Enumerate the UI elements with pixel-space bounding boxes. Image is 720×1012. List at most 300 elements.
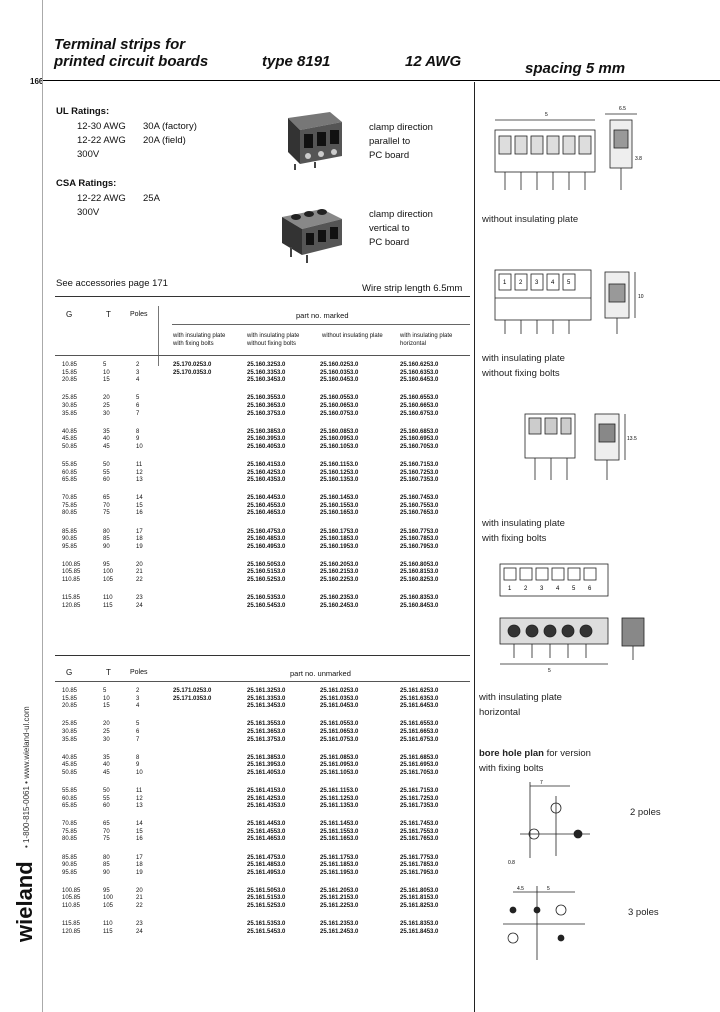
- cell-table_unmarked-r8-c2: 10: [136, 769, 143, 776]
- col-g-header: G: [66, 310, 73, 319]
- pin-h-3: 3: [540, 586, 544, 592]
- cell-table_unmarked-r7-c2: 9: [136, 762, 140, 769]
- cell-table_unmarked-r0-c5: 25.161.0253.0: [320, 688, 359, 694]
- cell-table_marked-r12-c0: 70.85: [62, 495, 78, 502]
- cell-table_unmarked-r9-c2: 11: [136, 787, 143, 794]
- cell-table_marked-r2-c0: 20.85: [62, 377, 78, 384]
- cell-table_marked-r8-c1: 45: [103, 443, 110, 450]
- col4-header-a: with insulating plate: [400, 333, 453, 339]
- cell-table_marked-r6-c4: 25.160.3853.0: [247, 428, 286, 435]
- cell-table_unmarked-r4-c6: 25.161.6653.0: [400, 728, 439, 735]
- bore-hole-title-bold: bore hole plan: [479, 748, 544, 759]
- cell-table_unmarked-r13-c1: 70: [103, 828, 110, 835]
- cell-table_unmarked-r15-c5: 25.161.1753.0: [320, 854, 359, 861]
- cell-table_marked-r0-c5: 25.160.0253.0: [320, 362, 359, 368]
- cell-table_unmarked-r19-c1: 100: [103, 895, 114, 902]
- cell-table_unmarked-r14-c1: 75: [103, 836, 110, 843]
- cell-table_unmarked-r10-c6: 25.161.7253.0: [400, 795, 439, 802]
- cell-table_unmarked-r8-c5: 25.161.1053.0: [320, 769, 359, 776]
- clamp2-line1: clamp direction: [369, 209, 433, 220]
- bore-dim-4: 5: [547, 886, 550, 892]
- cell-table_marked-r19-c6: 25.160.8153.0: [400, 569, 439, 576]
- cell-table_unmarked-r19-c2: 21: [136, 895, 143, 902]
- cell-table_marked-r18-c5: 25.160.2053.0: [320, 561, 359, 568]
- cell-table_marked-r21-c6: 25.160.8353.0: [400, 595, 439, 602]
- cell-table_marked-r22-c4: 25.160.5453.0: [247, 602, 286, 609]
- cell-table_marked-r9-c1: 50: [103, 461, 110, 468]
- cell-table_marked-r18-c0: 100.85: [62, 561, 81, 568]
- bore-plan-3-poles: [495, 880, 595, 970]
- cell-table_unmarked-r1-c5: 25.161.0353.0: [320, 695, 359, 702]
- csa-line-1b: 25A: [143, 193, 160, 204]
- cell-table_marked-r10-c5: 25.160.1253.0: [320, 469, 359, 476]
- pin-h-1: 1: [508, 586, 512, 592]
- cell-table_unmarked-r10-c2: 12: [136, 795, 143, 802]
- cell-table_marked-r3-c5: 25.160.0553.0: [320, 395, 359, 402]
- ul-line-3a: 300V: [77, 149, 100, 160]
- cell-table_unmarked-r15-c1: 80: [103, 854, 110, 861]
- cell-table_unmarked-r16-c4: 25.161.4853.0: [247, 862, 286, 869]
- cell-table_unmarked-r6-c1: 35: [103, 754, 110, 761]
- cell-table_unmarked-r4-c5: 25.161.0653.0: [320, 728, 359, 735]
- cell-table_unmarked-r2-c5: 25.161.0453.0: [320, 703, 359, 710]
- pin-h-2: 2: [524, 586, 528, 592]
- cell-table_marked-r11-c5: 25.160.1353.0: [320, 477, 359, 484]
- column-divider: [474, 82, 475, 1012]
- cell-table_marked-r11-c1: 60: [103, 477, 110, 484]
- cell-table_unmarked-r2-c2: 4: [136, 703, 140, 710]
- cell-table_unmarked-r6-c5: 25.161.0853.0: [320, 754, 359, 761]
- cell-table_marked-r7-c5: 25.160.0953.0: [320, 436, 359, 443]
- col-poles-header-2: Poles: [130, 669, 148, 676]
- cell-table_unmarked-r13-c0: 75.85: [62, 828, 78, 835]
- cell-table_unmarked-r17-c1: 90: [103, 869, 110, 876]
- cell-table_unmarked-r19-c5: 25.161.2153.0: [320, 895, 359, 902]
- cell-table_unmarked-r9-c0: 55.85: [62, 787, 78, 794]
- cell-table_marked-r4-c0: 30.85: [62, 402, 78, 409]
- cell-table_unmarked-r7-c5: 25.161.0953.0: [320, 762, 359, 769]
- cell-table_unmarked-r19-c0: 105.85: [62, 895, 81, 902]
- pin-4: 4: [551, 280, 555, 286]
- pin-2: 2: [519, 280, 523, 286]
- cell-table_unmarked-r3-c0: 25.85: [62, 721, 78, 728]
- cell-table_unmarked-r18-c6: 25.161.8053.0: [400, 887, 439, 894]
- title-line2: printed circuit boards: [54, 53, 209, 70]
- cell-table_unmarked-r10-c5: 25.161.1253.0: [320, 795, 359, 802]
- cell-table_unmarked-r20-c1: 105: [103, 903, 114, 909]
- cell-table_marked-r12-c4: 25.160.4453.0: [247, 495, 286, 502]
- csa-line-1a: 12-22 AWG: [77, 193, 126, 204]
- cell-table_unmarked-r22-c6: 25.161.8453.0: [400, 928, 439, 935]
- cell-table_unmarked-r8-c0: 50.85: [62, 769, 78, 776]
- cell-table_marked-r14-c1: 75: [103, 510, 110, 517]
- cell-table_marked-r12-c6: 25.160.7453.0: [400, 495, 439, 502]
- cell-table_marked-r15-c6: 25.160.7753.0: [400, 528, 439, 535]
- dim-label-1: 5: [545, 112, 548, 118]
- bore-dim-2: 0.8: [508, 860, 515, 866]
- bore-hole-line2: with fixing bolts: [479, 763, 544, 774]
- cell-table_unmarked-r15-c0: 85.85: [62, 854, 78, 861]
- cell-table_marked-r3-c1: 20: [103, 395, 110, 402]
- cell-table_marked-r7-c6: 25.160.6953.0: [400, 436, 439, 443]
- cell-table_marked-r7-c2: 9: [136, 436, 140, 443]
- cell-table_unmarked-r22-c5: 25.161.2453.0: [320, 928, 359, 935]
- col-t-header-2: T: [106, 668, 111, 677]
- cell-table_marked-r3-c2: 5: [136, 395, 140, 402]
- bore-plan-2-poles: [500, 778, 600, 868]
- cell-table_unmarked-r12-c6: 25.161.7453.0: [400, 821, 439, 828]
- cell-table_unmarked-r5-c2: 7: [136, 736, 140, 743]
- cell-table_unmarked-r11-c2: 13: [136, 803, 143, 810]
- cell-table_unmarked-r1-c4: 25.161.3353.0: [247, 695, 286, 702]
- cell-table_marked-r14-c0: 80.85: [62, 510, 78, 517]
- cell-table_unmarked-r16-c5: 25.161.1853.0: [320, 862, 359, 869]
- cell-table_marked-r13-c5: 25.160.1553.0: [320, 502, 359, 509]
- drawing-insulating-no-bolts: [485, 250, 665, 350]
- cell-table_unmarked-r21-c6: 25.161.8353.0: [400, 921, 439, 928]
- marked-title-rule: [172, 324, 470, 325]
- cell-table_marked-r19-c1: 100: [103, 569, 114, 576]
- cell-table_marked-r1-c3: 25.170.0353.0: [173, 369, 212, 376]
- cell-table_unmarked-r0-c4: 25.161.3253.0: [247, 688, 286, 694]
- cell-table_marked-r0-c3: 25.170.0253.0: [173, 362, 212, 368]
- cell-table_marked-r5-c5: 25.160.0753.0: [320, 410, 359, 417]
- cell-table_unmarked-r5-c6: 25.161.6753.0: [400, 736, 439, 743]
- cell-table_unmarked-r18-c4: 25.161.5053.0: [247, 887, 286, 894]
- cell-table_marked-r11-c4: 25.160.4353.0: [247, 477, 286, 484]
- cell-table_unmarked-r2-c0: 20.85: [62, 703, 78, 710]
- sidebar-contact: • 1-800-815-0061 • www.wieland-ul.com: [22, 706, 31, 848]
- caption-4-line1: with insulating plate: [479, 692, 562, 703]
- ratings-rule: [55, 296, 470, 297]
- dim-label-5: 13.5: [627, 436, 637, 442]
- cell-table_marked-r20-c5: 25.160.2253.0: [320, 577, 359, 583]
- cell-table_marked-r4-c2: 6: [136, 402, 140, 409]
- cell-table_marked-r9-c6: 25.160.7153.0: [400, 461, 439, 468]
- cell-table_marked-r19-c2: 21: [136, 569, 143, 576]
- ul-heading: UL Ratings:: [56, 106, 110, 117]
- brand-logo-text: [12, 861, 38, 942]
- cell-table_unmarked-r10-c0: 60.85: [62, 795, 78, 802]
- cell-table_marked-r22-c2: 24: [136, 602, 143, 609]
- cell-table_marked-r7-c0: 45.85: [62, 436, 78, 443]
- cell-table_marked-r13-c1: 70: [103, 502, 110, 509]
- unmarked-header-rule: [55, 681, 470, 682]
- cell-table_unmarked-r11-c5: 25.161.1353.0: [320, 803, 359, 810]
- cell-table_marked-r5-c6: 25.160.6753.0: [400, 410, 439, 417]
- cell-table_unmarked-r6-c6: 25.161.6853.0: [400, 754, 439, 761]
- cell-table_unmarked-r18-c1: 95: [103, 887, 110, 894]
- cell-table_unmarked-r7-c6: 25.161.6953.0: [400, 762, 439, 769]
- cell-table_marked-r20-c6: 25.160.8253.0: [400, 577, 439, 583]
- cell-table_unmarked-r13-c2: 15: [136, 828, 143, 835]
- cell-table_marked-r1-c2: 3: [136, 369, 140, 376]
- cell-table_marked-r16-c5: 25.160.1853.0: [320, 536, 359, 543]
- margin-rule: [42, 0, 43, 1012]
- cell-table_unmarked-r13-c5: 25.161.1553.0: [320, 828, 359, 835]
- cell-table_marked-r11-c2: 13: [136, 477, 143, 484]
- clamp2-line3: PC board: [369, 237, 410, 248]
- cell-table_unmarked-r14-c4: 25.161.4653.0: [247, 836, 286, 843]
- marked-header-divider: [158, 306, 159, 366]
- cell-table_marked-r21-c4: 25.160.5353.0: [247, 595, 286, 602]
- table-separator: [55, 655, 470, 656]
- cell-table_marked-r1-c1: 10: [103, 369, 110, 376]
- clamp2-line2: vertical to: [369, 223, 410, 234]
- cell-table_marked-r2-c4: 25.160.3453.0: [247, 377, 286, 384]
- cell-table_unmarked-r11-c4: 25.161.4353.0: [247, 803, 286, 810]
- cell-table_marked-r16-c4: 25.160.4853.0: [247, 536, 286, 543]
- cell-table_marked-r3-c0: 25.85: [62, 395, 78, 402]
- cell-table_unmarked-r20-c2: 22: [136, 903, 143, 909]
- cell-table_unmarked-r4-c1: 25: [103, 728, 110, 735]
- cell-table_marked-r1-c0: 15.85: [62, 369, 78, 376]
- cell-table_unmarked-r10-c4: 25.161.4253.0: [247, 795, 286, 802]
- cell-table_unmarked-r15-c4: 25.161.4753.0: [247, 854, 286, 861]
- cell-table_unmarked-r16-c0: 90.85: [62, 862, 78, 869]
- ul-line-2b: 20A (field): [143, 135, 186, 146]
- cell-table_unmarked-r5-c5: 25.161.0753.0: [320, 736, 359, 743]
- cell-table_marked-r18-c1: 95: [103, 561, 110, 568]
- cell-table_marked-r14-c6: 25.160.7653.0: [400, 510, 439, 517]
- cell-table_unmarked-r18-c0: 100.85: [62, 887, 81, 894]
- cell-table_unmarked-r21-c0: 115.85: [62, 921, 80, 928]
- cell-table_marked-r7-c4: 25.160.3953.0: [247, 436, 286, 443]
- drawing-without-insulating-plate: [485, 100, 655, 210]
- ul-line-1a: 12-30 AWG: [77, 121, 126, 132]
- cell-table_marked-r1-c4: 25.160.3353.0: [247, 369, 286, 376]
- cell-table_marked-r13-c4: 25.160.4553.0: [247, 502, 286, 509]
- clamp1-line3: PC board: [369, 150, 410, 161]
- cell-table_marked-r5-c1: 30: [103, 410, 110, 417]
- cell-table_unmarked-r19-c6: 25.161.8153.0: [400, 895, 439, 902]
- ul-line-1b: 30A (factory): [143, 121, 197, 132]
- cell-table_unmarked-r1-c0: 15.85: [62, 695, 78, 702]
- marked-header-rule: [55, 355, 470, 356]
- cell-table_marked-r13-c6: 25.160.7553.0: [400, 502, 439, 509]
- dim-label-4: 10: [638, 294, 644, 300]
- terminal-block-vertical-image: [276, 203, 348, 263]
- cell-table_marked-r5-c2: 7: [136, 410, 140, 417]
- cell-table_marked-r9-c2: 11: [136, 461, 143, 468]
- cell-table_unmarked-r8-c1: 45: [103, 769, 110, 776]
- cell-table_marked-r2-c1: 15: [103, 377, 110, 384]
- cell-table_marked-r17-c4: 25.160.4953.0: [247, 543, 286, 550]
- cell-table_marked-r21-c2: 23: [136, 595, 143, 602]
- cell-table_marked-r9-c5: 25.160.1153.0: [320, 461, 359, 468]
- cell-table_unmarked-r22-c0: 120.85: [62, 928, 81, 935]
- cell-table_marked-r15-c1: 80: [103, 528, 110, 535]
- cell-table_unmarked-r4-c0: 30.85: [62, 728, 78, 735]
- two-poles-label: 2 poles: [630, 807, 661, 818]
- cell-table_marked-r15-c5: 25.160.1753.0: [320, 528, 359, 535]
- clamp1-line2: parallel to: [369, 136, 411, 147]
- cell-table_unmarked-r1-c1: 10: [103, 695, 110, 702]
- cell-table_marked-r22-c5: 25.160.2453.0: [320, 602, 359, 609]
- bore-dim-1: 7: [540, 780, 543, 786]
- cell-table_marked-r11-c6: 25.160.7353.0: [400, 477, 439, 484]
- pin-3: 3: [535, 280, 539, 286]
- cell-table_marked-r17-c5: 25.160.1953.0: [320, 543, 359, 550]
- cell-table_unmarked-r0-c0: 10.85: [62, 688, 78, 694]
- dim-label-6: 5: [548, 668, 551, 674]
- bore-hole-title: [479, 746, 591, 761]
- cell-table_unmarked-r14-c2: 16: [136, 836, 143, 843]
- cell-table_marked-r18-c4: 25.160.5053.0: [247, 561, 286, 568]
- pin-1: 1: [503, 280, 507, 286]
- pin-h-6: 6: [588, 586, 592, 592]
- cell-table_unmarked-r9-c6: 25.161.7153.0: [400, 787, 439, 794]
- cell-table_marked-r14-c4: 25.160.4653.0: [247, 510, 286, 517]
- col4-header-b: horizontal: [400, 341, 427, 347]
- cell-table_marked-r10-c0: 60.85: [62, 469, 78, 476]
- cell-table_unmarked-r12-c4: 25.161.4453.0: [247, 821, 286, 828]
- cell-table_unmarked-r2-c6: 25.161.6453.0: [400, 703, 439, 710]
- title-line1: Terminal strips for: [54, 36, 186, 53]
- drawing-insulating-with-bolts: [515, 390, 655, 490]
- cell-table_marked-r8-c0: 50.85: [62, 443, 78, 450]
- cell-table_marked-r22-c1: 115: [103, 602, 113, 609]
- cell-table_marked-r8-c5: 25.160.1053.0: [320, 443, 359, 450]
- pin-5: 5: [567, 280, 571, 286]
- header-rule: [42, 80, 720, 81]
- cell-table_marked-r12-c1: 65: [103, 495, 110, 502]
- cell-table_marked-r15-c2: 17: [136, 528, 143, 535]
- cell-table_unmarked-r0-c3: 25.171.0253.0: [173, 688, 212, 694]
- cell-table_unmarked-r3-c1: 20: [103, 721, 110, 728]
- col2-header-b: without fixing bolts: [247, 341, 297, 347]
- csa-line-2a: 300V: [77, 207, 100, 218]
- cell-table_unmarked-r1-c3: 25.171.0353.0: [173, 695, 212, 702]
- bore-hole-title-rest: for version: [543, 748, 591, 759]
- caption-2-line2: without fixing bolts: [482, 368, 560, 379]
- cell-table_marked-r17-c6: 25.160.7953.0: [400, 543, 439, 550]
- cell-table_unmarked-r6-c2: 8: [136, 754, 140, 761]
- cell-table_unmarked-r9-c1: 50: [103, 787, 110, 794]
- cell-table_unmarked-r16-c6: 25.161.7853.0: [400, 862, 439, 869]
- cell-table_unmarked-r17-c0: 95.85: [62, 869, 78, 876]
- brand-name: wieland: [12, 861, 37, 942]
- cell-table_unmarked-r12-c1: 65: [103, 821, 110, 828]
- cell-table_marked-r15-c0: 85.85: [62, 528, 78, 535]
- cell-table_marked-r12-c2: 14: [136, 495, 143, 502]
- cell-table_marked-r22-c6: 25.160.8453.0: [400, 602, 439, 609]
- cell-table_marked-r11-c0: 65.85: [62, 477, 78, 484]
- three-poles-label: 3 poles: [628, 907, 659, 918]
- cell-table_marked-r20-c2: 22: [136, 577, 143, 583]
- cell-table_unmarked-r1-c6: 25.161.6353.0: [400, 695, 439, 702]
- cell-table_unmarked-r22-c1: 115: [103, 928, 113, 935]
- col3-header-a: without insulating plate: [322, 333, 383, 339]
- cell-table_marked-r10-c2: 12: [136, 469, 143, 476]
- cell-table_marked-r17-c2: 19: [136, 543, 143, 550]
- cell-table_marked-r20-c0: 110.85: [62, 577, 80, 583]
- caption-1: without insulating plate: [482, 214, 579, 225]
- caption-3-line2: with fixing bolts: [482, 533, 547, 544]
- cell-table_unmarked-r0-c1: 5: [103, 688, 107, 694]
- cell-table_unmarked-r14-c6: 25.161.7653.0: [400, 836, 439, 843]
- cell-table_marked-r9-c4: 25.160.4153.0: [247, 461, 286, 468]
- cell-table_marked-r2-c6: 25.160.6453.0: [400, 377, 439, 384]
- cell-table_marked-r7-c1: 40: [103, 436, 110, 443]
- terminal-block-parallel-image: [280, 108, 350, 170]
- cell-table_unmarked-r5-c1: 30: [103, 736, 110, 743]
- drawing-insulating-horizontal: [490, 560, 670, 680]
- spacing-label: spacing 5 mm: [525, 60, 626, 77]
- cell-table_marked-r21-c0: 115.85: [62, 595, 80, 602]
- cell-table_marked-r2-c2: 4: [136, 377, 140, 384]
- cell-table_unmarked-r15-c6: 25.161.7753.0: [400, 854, 439, 861]
- cell-table_marked-r1-c5: 25.160.0353.0: [320, 369, 359, 376]
- cell-table_marked-r18-c2: 20: [136, 561, 143, 568]
- cell-table_marked-r4-c1: 25: [103, 402, 110, 409]
- cell-table_unmarked-r20-c0: 110.85: [62, 903, 80, 909]
- cell-table_marked-r22-c0: 120.85: [62, 602, 81, 609]
- cell-table_unmarked-r7-c1: 40: [103, 762, 110, 769]
- cell-table_unmarked-r20-c4: 25.161.5253.0: [247, 903, 286, 909]
- cell-table_unmarked-r14-c5: 25.161.1653.0: [320, 836, 359, 843]
- pin-h-4: 4: [556, 586, 560, 592]
- cell-table_marked-r6-c5: 25.160.0853.0: [320, 428, 359, 435]
- col2-header-a: with insulating plate: [247, 333, 300, 339]
- cell-table_marked-r20-c1: 105: [103, 577, 114, 583]
- cell-table_marked-r10-c1: 55: [103, 469, 110, 476]
- cell-table_unmarked-r17-c5: 25.161.1953.0: [320, 869, 359, 876]
- cell-table_marked-r13-c0: 75.85: [62, 502, 78, 509]
- unmarked-title: part no. unmarked: [290, 669, 351, 678]
- cell-table_unmarked-r12-c2: 14: [136, 821, 143, 828]
- cell-table_unmarked-r16-c1: 85: [103, 862, 110, 869]
- cell-table_marked-r2-c5: 25.160.0453.0: [320, 377, 359, 384]
- dim-label-3: 3.8: [635, 156, 642, 162]
- cell-table_marked-r18-c6: 25.160.8053.0: [400, 561, 439, 568]
- cell-table_marked-r21-c1: 110: [103, 595, 113, 602]
- cell-table_marked-r5-c0: 35.85: [62, 410, 78, 417]
- cell-table_unmarked-r1-c2: 3: [136, 695, 140, 702]
- col-t-header: T: [106, 310, 111, 319]
- cell-table_unmarked-r21-c5: 25.161.2353.0: [320, 921, 359, 928]
- cell-table_marked-r21-c5: 25.160.2353.0: [320, 595, 359, 602]
- cell-table_unmarked-r12-c5: 25.161.1453.0: [320, 821, 359, 828]
- cell-table_marked-r8-c2: 10: [136, 443, 143, 450]
- cell-table_marked-r17-c0: 95.85: [62, 543, 78, 550]
- caption-4-line2: horizontal: [479, 707, 521, 718]
- cell-table_marked-r0-c4: 25.160.3253.0: [247, 362, 286, 368]
- cell-table_unmarked-r12-c0: 70.85: [62, 821, 78, 828]
- cell-table_marked-r12-c5: 25.160.1453.0: [320, 495, 359, 502]
- cell-table_marked-r0-c2: 2: [136, 362, 140, 368]
- cell-table_marked-r16-c1: 85: [103, 536, 110, 543]
- cell-table_marked-r20-c4: 25.160.5253.0: [247, 577, 286, 583]
- wire-strip-note: Wire strip length 6.5mm: [362, 283, 463, 294]
- ul-line-2a: 12-22 AWG: [77, 135, 126, 146]
- cell-table_marked-r8-c4: 25.160.4053.0: [247, 443, 286, 450]
- page-number: 166: [30, 77, 44, 86]
- cell-table_unmarked-r22-c4: 25.161.5453.0: [247, 928, 286, 935]
- cell-table_unmarked-r18-c5: 25.161.2053.0: [320, 887, 359, 894]
- cell-table_marked-r6-c0: 40.85: [62, 428, 78, 435]
- accessories-note: See accessories page 171: [56, 278, 168, 289]
- cell-table_marked-r6-c1: 35: [103, 428, 110, 435]
- cell-table_unmarked-r10-c1: 55: [103, 795, 110, 802]
- cell-table_unmarked-r7-c4: 25.161.3953.0: [247, 762, 286, 769]
- csa-heading: CSA Ratings:: [56, 178, 117, 189]
- cell-table_marked-r10-c6: 25.160.7253.0: [400, 469, 439, 476]
- cell-table_unmarked-r11-c6: 25.161.7353.0: [400, 803, 439, 810]
- cell-table_unmarked-r13-c6: 25.161.7553.0: [400, 828, 439, 835]
- cell-table_marked-r0-c0: 10.85: [62, 362, 78, 368]
- col-g-header-2: G: [66, 668, 73, 677]
